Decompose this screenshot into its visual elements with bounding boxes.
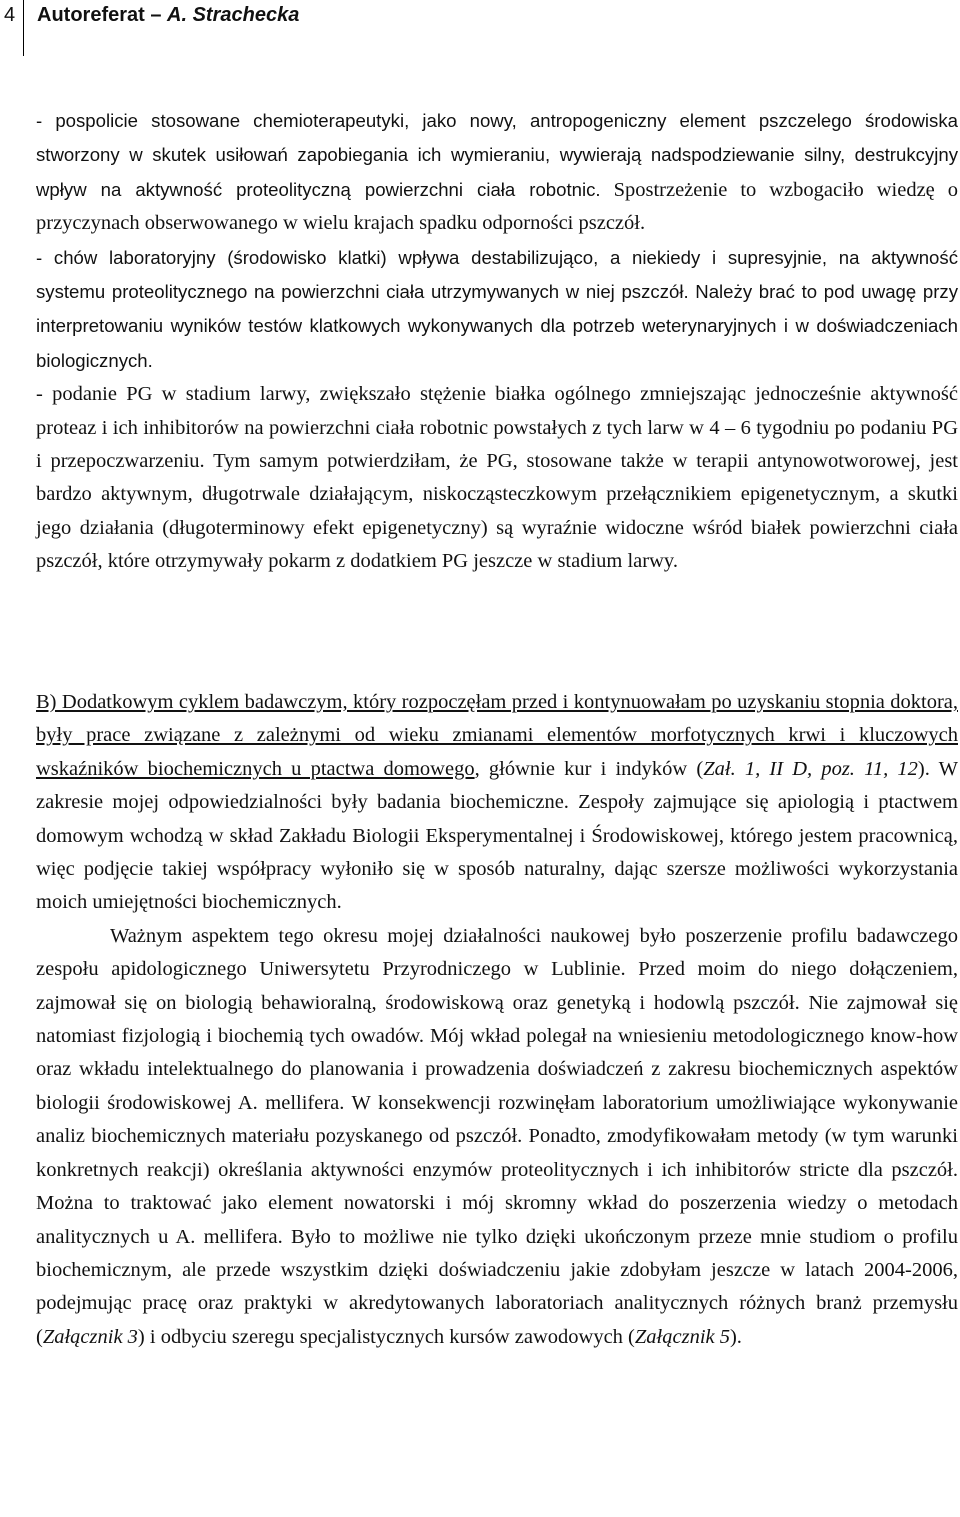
running-title (37, 4, 299, 27)
header-divider (23, 0, 24, 56)
page-number: 4 (4, 4, 16, 26)
species-name: A. mellifera (237, 1091, 340, 1114)
running-title-prefix: Autoreferat – (37, 4, 168, 26)
research-profile-paragraph (36, 920, 958, 1354)
attachment-reference: Zał. 1, II D, poz. 11, 12 (703, 757, 918, 780)
findings-list (36, 104, 958, 579)
page-header (0, 0, 960, 40)
finding-pg-larvae (36, 378, 958, 578)
species-name: A. mellifera (175, 1225, 278, 1248)
finding-chemotherapeutics-conclusion: Spostrzeżenie to wzbogaciło wiedzę o przyczynach obserwowanego w wielu krajach spadku odporności pszczół. (36, 178, 958, 235)
finding-chemotherapeutics-text: - pospolicie stosowane chemioterapeutyki, jako nowy, antropogeniczny element pszczelego środowiska stworzony w skutek usiłowań zapobiegania ich wymieraniu, wywierają nadspodziewanie silny, destrukcyjny wpływ na aktywność proteolityczną powierzchni ciała robotnic. (36, 110, 958, 200)
section-b-text-1: , głównie kur i indyków ( (474, 757, 704, 780)
research-profile-text-1: Ważnym aspektem tego okresu mojej działalności naukowej było poszerzenie profilu badawczego zespołu apidologicznego Uniwersytetu Przyrodniczego w Lublinie. Przed moim do niego dołączeniem, zajmował się on biologią behawioralną, środowiskową oraz genetyką i hodowlą pszczół. Nie zajmował się natomiast fizjologią i biochemią tych owadów. Mój wkład polegał na wniesieniu metodologicznego know-how oraz wkładu intelektualnego do planowania i prowadzenia doświadczeń z zakresu biochemicznych aspektów biologii środowiskowej (36, 924, 958, 1114)
section-b-heading-underlined: B) Dodatkowym cyklem badawczym, który rozpoczęłam przed i kontynuowałam po uzyskaniu stopnia doktora, były prace związane z zależnymi od wieku zmianami elementów morfotycznych krwi i kluczowych wskaźników biochemicznych u ptactwa domowego (36, 691, 958, 780)
attachment-reference: Załącznik 3 (42, 1325, 138, 1348)
research-profile-text-3: . Było to możliwe nie tylko dzięki ukończonym przeze mnie studiom o profilu biochemicznym, ale przede wszystkim dzięki doświadczeniu jakie zdobyłam jeszcze w latach 2004-2006, podejmując pracę oraz praktyki w akredytowanych laboratoriach analitycznych różnych branż przemysłu ( (36, 1225, 958, 1348)
running-title-author: A. Strachecka (167, 4, 300, 26)
finding-cage-rearing (36, 241, 958, 379)
section-b-text-2: ). W zakresie mojej odpowiedzialności były badania biochemiczne. Zespoły zajmujące się apiologią i ptactwem domowym wchodzą w skład Zakładu Biologii Eksperymentalnej i Środowiskowej, którego jestem pracownicą, więc podjęcie takiej współpracy wyłoniło się w sposób naturalny, dając szersze możliwości wykorzystania moich umiejętności biochemicznych. (36, 757, 958, 914)
section-b-paragraph (36, 686, 958, 920)
section-b (36, 686, 958, 1354)
attachment-reference: Załącznik 5 (634, 1325, 730, 1348)
finding-cage-rearing-text: - chów laboratoryjny (środowisko klatki) wpływa destabilizująco, a niekiedy i supresyjnie, na aktywność systemu proteolitycznego na powierzchni ciała utrzymywanych w niej pszczół. Należy brać to pod uwagę przy interpretowaniu wyników testów klatkowych wykonywanych dla potrzeb weterynaryjnych i w doświadczeniach biologicznych. (36, 246, 958, 371)
research-profile-text-2: . W konsekwencji rozwinęłam laboratorium umożliwiające wykonywanie analiz biochemicznych materiału pozyskanego od pszczół. Ponadto, zmodyfikowałam metody (w tym warunki konkretnych reakcji) określania aktywności enzymów proteolitycznych i ich inhibitorów stricte dla pszczół. Można to traktować jako element nowatorski i mój skromny wkład do poszerzenia wiedzy o metodach analitycznych u (36, 1091, 958, 1248)
finding-pg-larvae-text: - podanie PG w stadium larwy, zwiększało stężenie białka ogólnego zmniejszając jednocześnie aktywność proteaz i ich inhibitorów na powierzchni ciała robotnic powstałych z tych larw w 4 – 6 tygodniu po podaniu PG i przepoczwarzeniu. Tym samym potwierdziłam, że PG, stosowane także w terapii antynowotworowej, jest bardzo aktywnym, długotrwale działającym, niskocząsteczkowym przełącznikiem epigenetycznym, a skutki jego działania (długoterminowy efekt epigenetyczny) są wyraźnie widoczne wśród białek powierzchni ciała pszczół, które otrzymywały pokarm z dodatkiem PG jeszcze w stadium larwy. (36, 383, 958, 573)
finding-chemotherapeutics (36, 104, 958, 241)
research-profile-text-4: ) i odbyciu szeregu specjalistycznych kursów zawodowych ( (137, 1325, 635, 1348)
research-profile-text-5: ). (729, 1325, 742, 1348)
